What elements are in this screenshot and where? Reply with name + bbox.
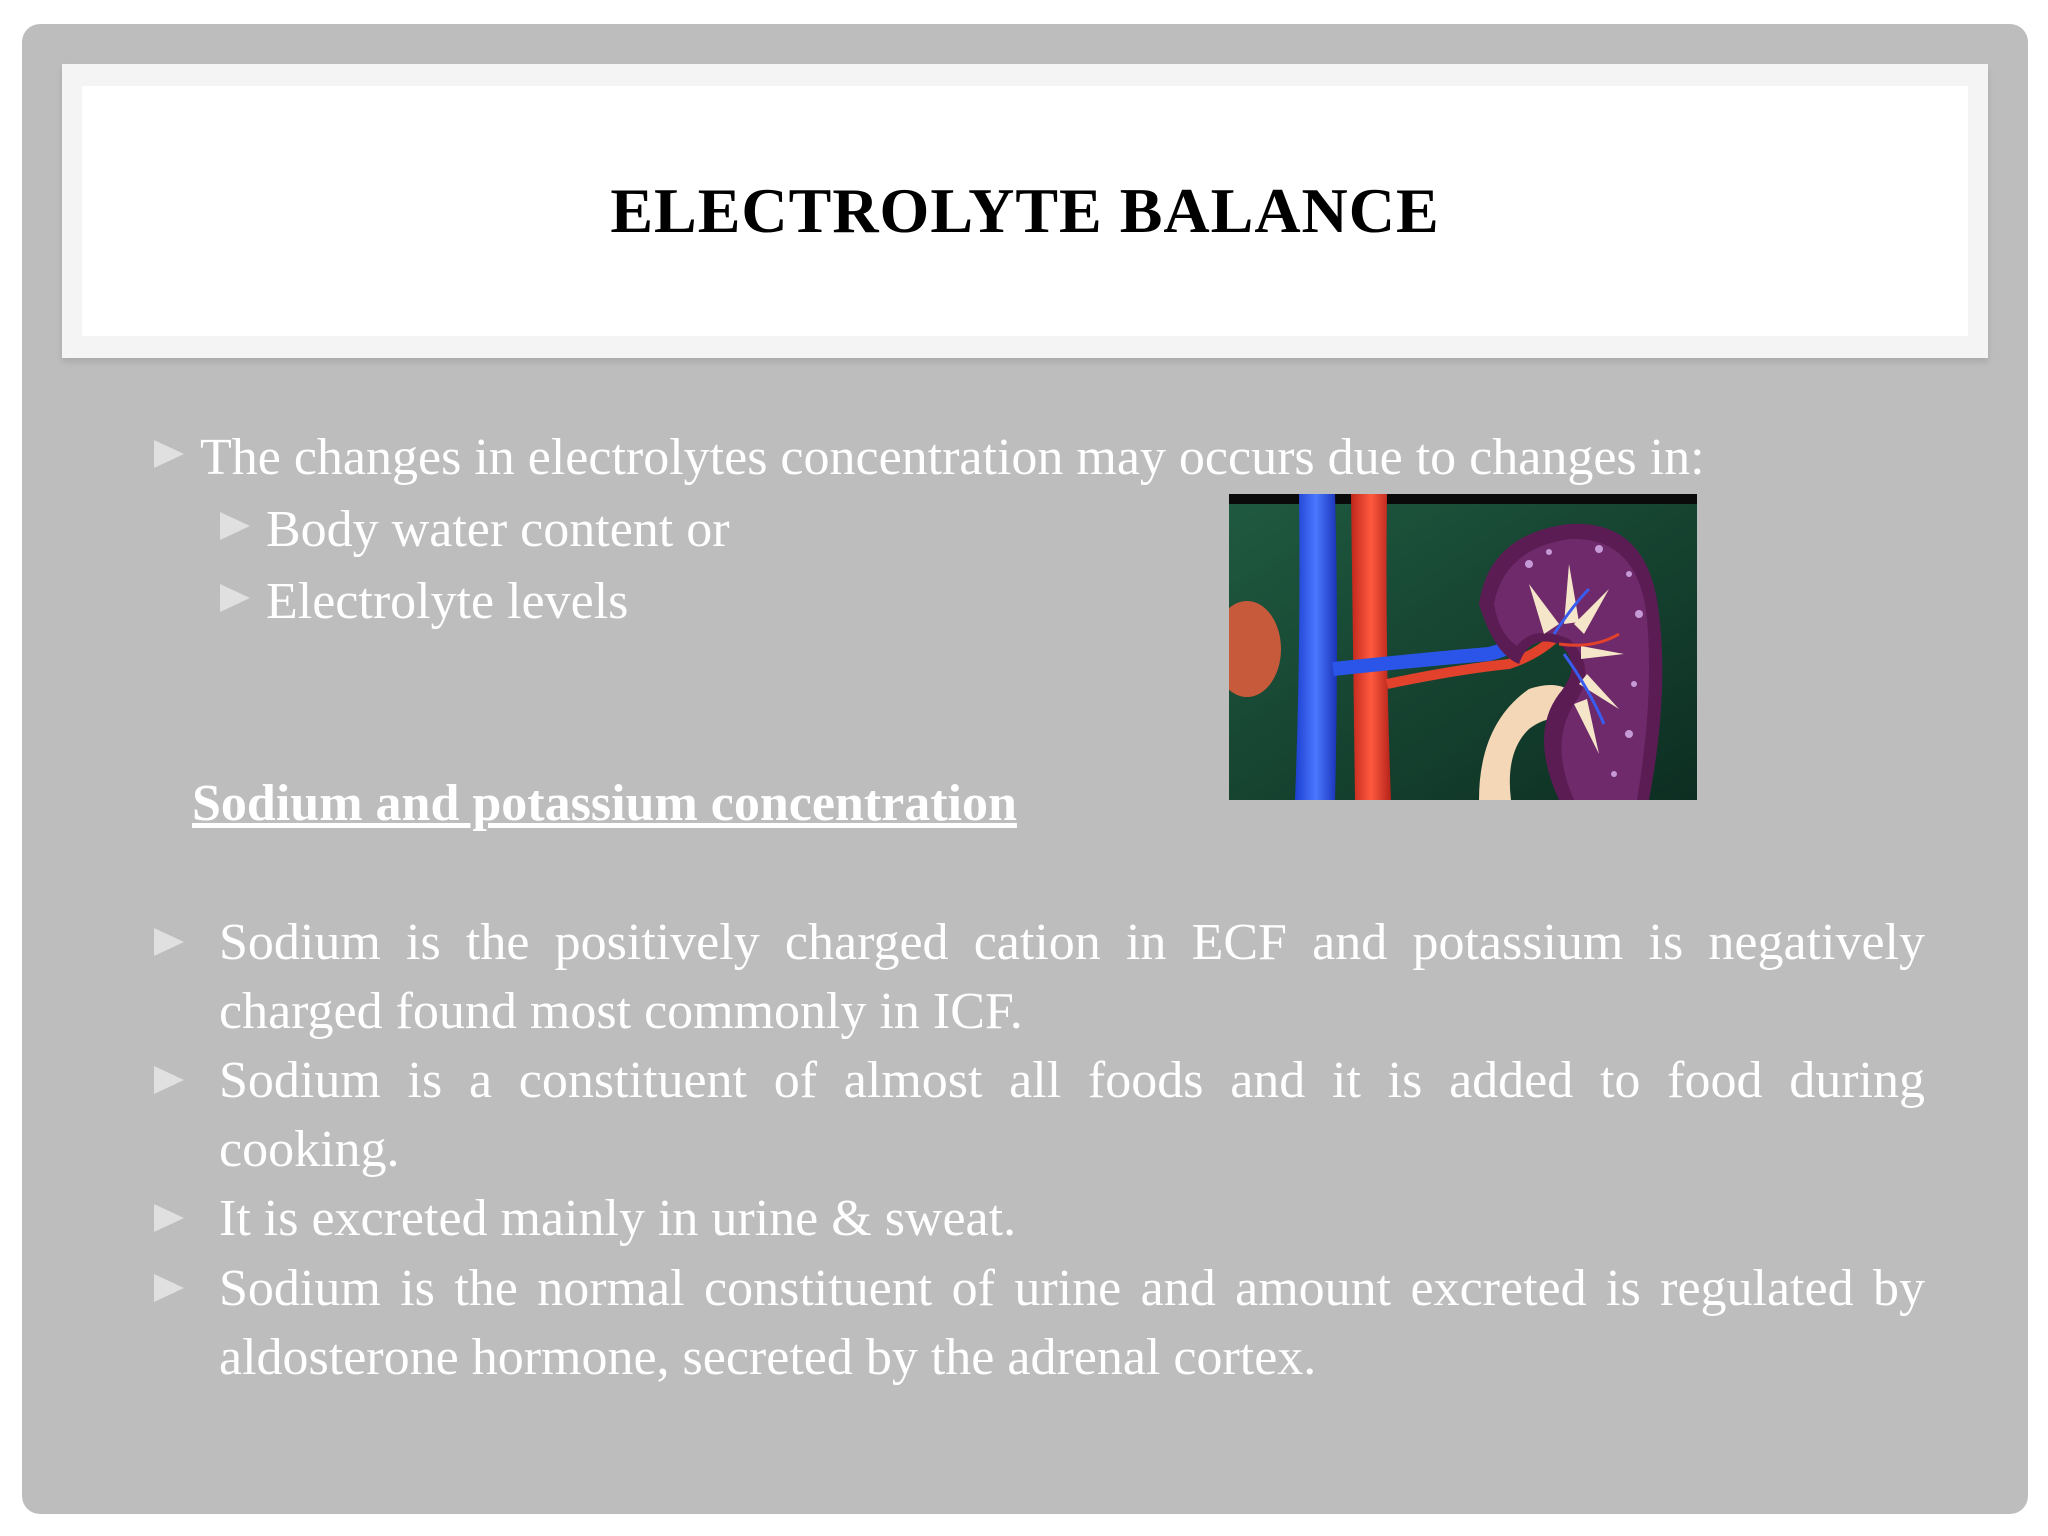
arrow-bullet-icon [154, 1066, 184, 1094]
arrow-bullet-icon [220, 584, 250, 612]
section-subheading: Sodium and potassium concentration [192, 775, 1017, 832]
kidney-illustration-image [1229, 494, 1697, 800]
arrow-bullet-icon [154, 440, 184, 468]
bullet-text: Sodium is the normal constituent of urine and amount excreted is regulated by aldosterone hormone, secreted by the adrenal cortex. [219, 1260, 1925, 1386]
bullet-text: Sodium is a constituent of almost all foods and it is added to food during cooking. [219, 1052, 1925, 1178]
sub-item: Body water content or [266, 501, 730, 558]
slide-title: ELECTROLYTE BALANCE [610, 175, 1440, 246]
arrow-bullet-icon [154, 928, 184, 956]
arrow-bullet-icon [154, 1274, 184, 1302]
slide [22, 24, 2028, 1514]
intro-text: The changes in electrolytes concentration may occurs due to changes in: [200, 429, 1705, 486]
bullet-text: It is excreted mainly in urine & sweat. [219, 1190, 1017, 1247]
arrow-bullet-icon [154, 1204, 184, 1232]
slide-content [22, 24, 2028, 1514]
arrow-bullet-icon [220, 512, 250, 540]
bullet-text: Sodium is the positively charged cation in ECF and potassium is negatively charged found most commonly in ICF. [219, 914, 1925, 1040]
kidney-anatomy-icon [1229, 494, 1697, 800]
sub-item: Electrolyte levels [266, 573, 629, 630]
